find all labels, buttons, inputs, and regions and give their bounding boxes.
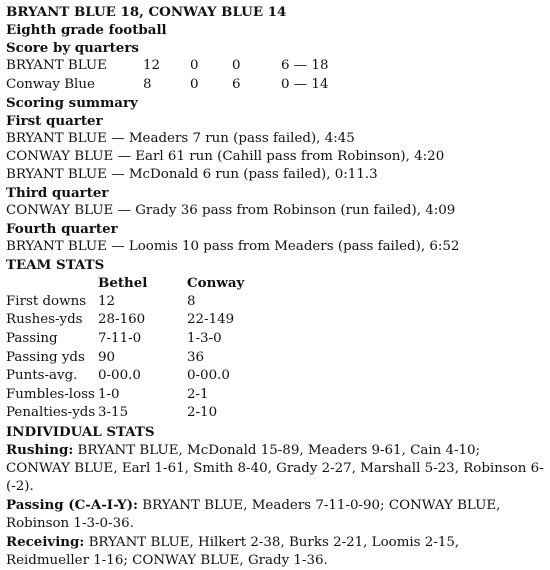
rushing-label: Rushing: <box>6 441 74 458</box>
quarters-heading: Score by quarters <box>6 40 139 56</box>
stat-bethel: 1-0 <box>98 386 120 402</box>
stat-label: Fumbles-loss <box>6 386 95 402</box>
stat-conway: 22-149 <box>187 312 235 328</box>
team-stats-row <box>6 404 545 423</box>
receiving-label: Receiving: <box>6 533 85 550</box>
q2-score: 0 <box>190 58 199 73</box>
stat-bethel: 90 <box>98 349 116 365</box>
scoring-play: BRYANT BLUE — Loomis 10 pass from Meaders (pass failed), 6:52 <box>6 239 460 255</box>
stat-label: Rushes-yds <box>6 312 83 328</box>
team-stats-col-conway: Conway <box>187 275 245 292</box>
team-stats-header-row <box>6 274 545 293</box>
q3-score: 6 <box>232 76 241 92</box>
stat-label: Penalties-yds <box>6 405 96 421</box>
stat-conway: 2-10 <box>187 405 218 421</box>
stat-conway: 0-00.0 <box>187 368 230 384</box>
team-stats-heading: TEAM STATS <box>6 257 105 274</box>
team-name: BRYANT BLUE <box>6 58 107 73</box>
rushing-paragraph <box>6 441 545 496</box>
scoring-play: CONWAY BLUE — Grady 36 pass from Robinson (run failed), 4:09 <box>6 203 456 219</box>
final-score: 6 — 18 <box>281 58 329 73</box>
quarters-row-conway <box>6 76 545 95</box>
q2-score: 0 <box>190 76 199 92</box>
q1-score: 12 <box>143 58 161 73</box>
stat-conway: 2-1 <box>187 386 209 402</box>
team-stats-row <box>6 293 545 312</box>
stat-label: Passing <box>6 330 58 346</box>
stat-label: Passing yds <box>6 349 85 365</box>
team-stats-row <box>6 330 545 349</box>
scoring-play: BRYANT BLUE — Meaders 7 run (pass failed), 4:45 <box>6 131 355 147</box>
team-name: Conway Blue <box>6 76 95 92</box>
stat-conway: 8 <box>187 293 196 309</box>
team-stats-row <box>6 349 545 368</box>
individual-stats-heading: INDIVIDUAL STATS <box>6 423 155 440</box>
first-quarter-heading: First quarter <box>6 113 103 130</box>
stat-bethel: 3-15 <box>98 405 129 421</box>
q1-score: 8 <box>143 76 152 92</box>
passing-label: Passing (C-A-I-Y): <box>6 496 138 513</box>
scoring-play: CONWAY BLUE — Earl 61 run (Cahill pass from Robinson), 4:20 <box>6 149 445 165</box>
rushing-text: BRYANT BLUE, McDonald 15-89, Meaders 9-61, Cain 4-10; CONWAY BLUE, Earl 1-61, Smith 8-40, Grady 2-27, Marshall 5-23, Robinson 6-(-2). <box>6 442 544 494</box>
receiving-text: BRYANT BLUE, Hilkert 2-38, Burks 2-21, Loomis 2-15, Reidmueller 1-16; CONWAY BLUE, Grady 1-36. <box>6 534 460 568</box>
quarters-row-bryant <box>6 57 545 76</box>
third-quarter-heading: Third quarter <box>6 185 109 202</box>
passing-text: BRYANT BLUE, Meaders 7-11-0-90; CONWAY BLUE, Robinson 1-3-0-36. <box>6 497 501 531</box>
stat-bethel: 12 <box>98 293 116 309</box>
stat-bethel: 7-11-0 <box>98 330 142 346</box>
stat-label: Punts-avg. <box>6 368 78 384</box>
report-title: BRYANT BLUE 18, CONWAY BLUE 14 <box>6 4 287 20</box>
team-stats-row <box>6 367 545 386</box>
team-stats-col-bethel: Bethel <box>98 275 148 292</box>
stat-label: First downs <box>6 293 87 309</box>
stat-conway: 1-3-0 <box>187 330 222 346</box>
scoring-play: BRYANT BLUE — McDonald 6 run (pass failed), 0:11.3 <box>6 167 378 183</box>
receiving-paragraph <box>6 533 545 570</box>
stat-bethel: 0-00.0 <box>98 368 141 384</box>
report-subtitle: Eighth grade football <box>6 22 167 38</box>
q3-score: 0 <box>232 58 241 73</box>
final-score: 0 — 14 <box>281 76 329 92</box>
team-stats-row <box>6 311 545 330</box>
team-stats-row <box>6 386 545 405</box>
stat-conway: 36 <box>187 349 205 365</box>
scoring-summary-heading: Scoring summary <box>6 95 138 112</box>
fourth-quarter-heading: Fourth quarter <box>6 221 118 238</box>
stat-bethel: 28-160 <box>98 312 146 328</box>
passing-paragraph <box>6 496 545 533</box>
